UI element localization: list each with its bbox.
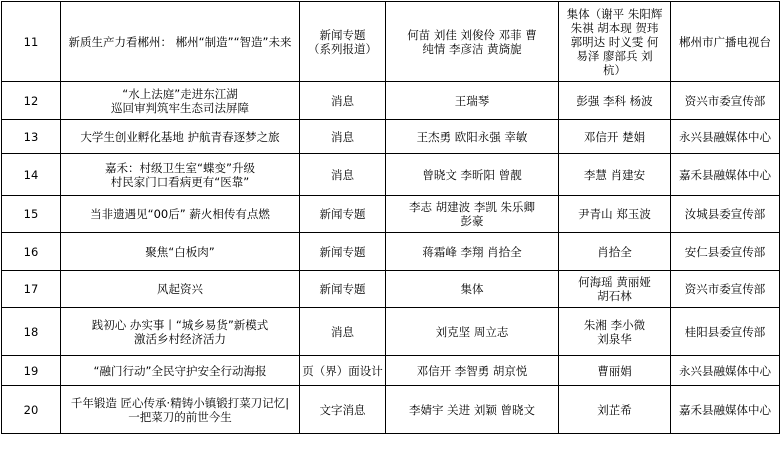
row-number-cell: 13 [2,120,61,154]
table-row [2,356,780,386]
work-category-cell: 消息 [300,82,386,120]
work-authors-cell: 邓信开 李智勇 胡京悦 [386,356,559,386]
row-number-cell: 20 [2,386,61,434]
work-editors-cell: 彭强 李科 杨波 [559,82,671,120]
row-number-cell: 19 [2,356,61,386]
submitting-unit-cell: 资兴市委宣传部 [671,271,780,308]
table-body [2,2,780,434]
row-number-cell: 17 [2,271,61,308]
table-row [2,308,780,356]
work-category-cell: 新闻专题 [300,196,386,233]
row-number-cell: 14 [2,154,61,196]
work-editors-cell: 刘芷希 [559,386,671,434]
work-authors-cell: 李婧宇 关进 刘颖 曾晓文 [386,386,559,434]
work-editors-cell: 肖拾全 [559,233,671,271]
work-title-cell: “融门行动”全民守护安全行动海报 [61,356,300,386]
work-authors-cell: 王杰勇 欧阳永强 幸敏 [386,120,559,154]
work-authors-cell: 刘克坚 周立志 [386,308,559,356]
row-number-cell: 11 [2,2,61,82]
work-editors-cell: 集体（谢平 朱阳辉 朱祺 胡本现 贺玮 郭明达 时义雯 何 易泽 廖部兵 刘 杭） [559,2,671,82]
submitting-unit-cell: 永兴县融媒体中心 [671,356,780,386]
row-number-cell: 12 [2,82,61,120]
work-authors-cell: 王瑞琴 [386,82,559,120]
work-authors-cell: 集体 [386,271,559,308]
work-category-cell: 新闻专题 [300,271,386,308]
submitting-unit-cell: 郴州市广播电视台 [671,2,780,82]
work-title-cell: 大学生创业孵化基地 护航青春逐梦之旅 [61,120,300,154]
work-category-cell: 消息 [300,308,386,356]
submitting-unit-cell: 嘉禾县融媒体中心 [671,154,780,196]
work-authors-cell: 蒋霜峰 李翔 肖拾全 [386,233,559,271]
work-title-cell: 嘉禾：村级卫生室“蝶变”升级 村民家门口看病更有“医靠” [61,154,300,196]
submitting-unit-cell: 嘉禾县融媒体中心 [671,386,780,434]
work-title-cell: 新质生产力看郴州： 郴州“制造”“智造”未来 [61,2,300,82]
submitting-unit-cell: 永兴县融媒体中心 [671,120,780,154]
work-category-cell: 新闻专题 [300,233,386,271]
row-number-cell: 18 [2,308,61,356]
work-editors-cell: 邓信开 楚娟 [559,120,671,154]
table-row [2,233,780,271]
work-authors-cell: 李志 胡建波 李凯 朱乐卿 彭豪 [386,196,559,233]
work-editors-cell: 何海瑶 黄丽娅 胡石林 [559,271,671,308]
work-authors-cell: 何苗 刘佳 刘俊伶 邓菲 曹 纯情 李彦洁 黄旖旎 [386,2,559,82]
submitting-unit-cell: 安仁县委宣传部 [671,233,780,271]
table-row [2,386,780,434]
submitting-unit-cell: 资兴市委宣传部 [671,82,780,120]
work-editors-cell: 曹丽娟 [559,356,671,386]
work-title-cell: 风起资兴 [61,271,300,308]
work-editors-cell: 李慧 肖建安 [559,154,671,196]
submitting-unit-cell: 桂阳县委宣传部 [671,308,780,356]
table-row [2,271,780,308]
work-title-cell: 聚焦“白板肉” [61,233,300,271]
work-title-cell: 千年锻造 匠心传承·精铸小镇锻打菜刀记忆| 一把菜刀的前世今生 [61,386,300,434]
work-authors-cell: 曾晓文 李昕阳 曾靓 [386,154,559,196]
work-category-cell: 页（界）面设计 [300,356,386,386]
work-category-cell: 消息 [300,120,386,154]
work-category-cell: 文字消息 [300,386,386,434]
work-title-cell: 当非遗遇见“00后” 薪火相传有点燃 [61,196,300,233]
table-row [2,82,780,120]
row-number-cell: 15 [2,196,61,233]
work-title-cell: “水上法庭”走进东江湖 巡回审判筑牢生态司法屏障 [61,82,300,120]
work-category-cell: 消息 [300,154,386,196]
table-row [2,120,780,154]
work-category-cell: 新闻专题 （系列报道） [300,2,386,82]
row-number-cell: 16 [2,233,61,271]
table-row [2,154,780,196]
work-editors-cell: 朱湘 李小微 刘泉华 [559,308,671,356]
work-title-cell: 践初心 办实事丨“城乡易货”新模式 激活乡村经济活力 [61,308,300,356]
table-row [2,2,780,82]
work-editors-cell: 尹青山 郑玉波 [559,196,671,233]
table-row [2,196,780,233]
submitting-unit-cell: 汝城县委宣传部 [671,196,780,233]
awards-table [1,1,780,434]
